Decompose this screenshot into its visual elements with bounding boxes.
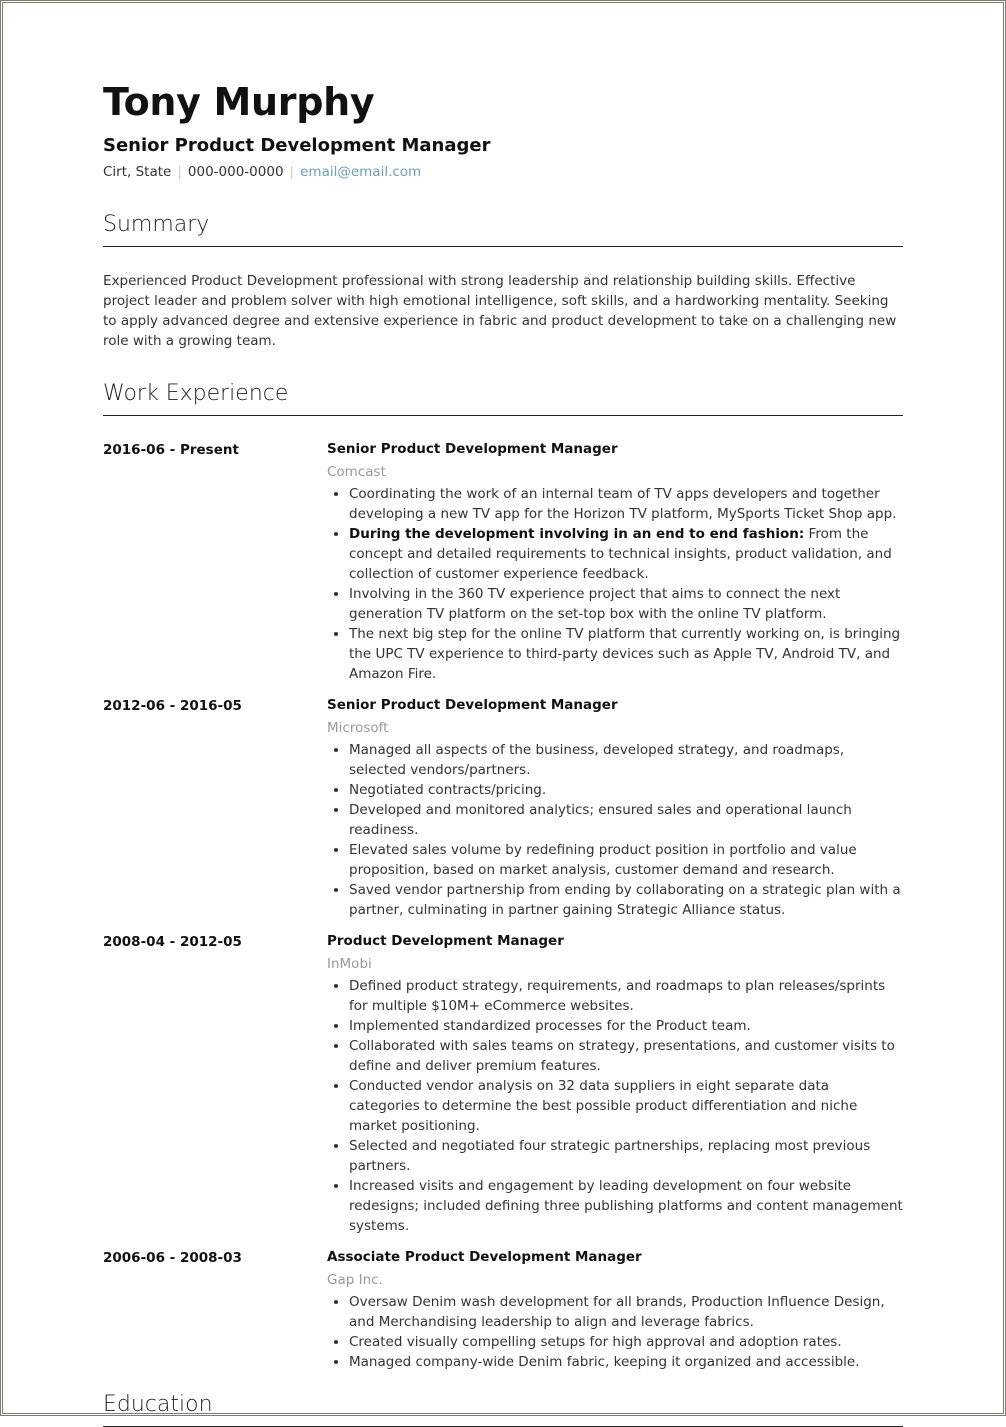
list-item xyxy=(349,1332,903,1352)
list-item xyxy=(349,1016,903,1036)
job-details xyxy=(327,1246,903,1372)
education-heading: Education xyxy=(103,1390,903,1427)
job-entry xyxy=(103,694,903,920)
separator: | xyxy=(177,164,182,180)
bullet-text: Oversaw Denim wash development for all brands, Production Influence Design, and Merchandising leadership to align and leverage fabrics. xyxy=(349,1294,885,1330)
email-link[interactable]: email@email.com xyxy=(300,164,422,180)
bullet-text: Created visually compelling setups for high approval and adoption rates. xyxy=(349,1334,842,1350)
job-bullets xyxy=(327,1292,903,1372)
job-dates: 2012-06 - 2016-05 xyxy=(103,698,242,714)
job-entry xyxy=(103,438,903,684)
job-dates: 2008-04 - 2012-05 xyxy=(103,934,242,950)
separator: | xyxy=(289,164,295,180)
job-title: Associate Product Development Manager xyxy=(327,1249,642,1265)
bullet-text: Implemented standardized processes for the Product team. xyxy=(349,1018,751,1034)
job-details xyxy=(327,694,903,920)
summary-heading: Summary xyxy=(103,210,903,247)
job-bullets xyxy=(327,484,903,684)
company-name: Gap Inc. xyxy=(327,1272,383,1288)
job-title: Senior Product Development Manager xyxy=(327,697,618,713)
bullet-text: Negotiated contracts/pricing. xyxy=(349,782,547,798)
bullet-bold: During the development involving in an end to end fashion: xyxy=(349,526,805,542)
company-name: Comcast xyxy=(327,464,386,480)
bullet-text: Managed all aspects of the business, developed strategy, and roadmaps, selected vendors/partners. xyxy=(349,742,845,778)
resume-page xyxy=(103,78,903,1427)
list-item xyxy=(349,524,903,584)
list-item xyxy=(349,1076,903,1136)
contact-line xyxy=(103,162,903,182)
summary-text: Experienced Product Development professional with strong leadership and relationship building skills. Effective project leader and problem solver with high emotional intelligence, soft skills, and a hardworking mentality. Seeking to apply advanced degree and extensive experience in fabric and product development to take on a challenging new role with a growing team. xyxy=(103,273,897,349)
list-item xyxy=(349,1036,903,1076)
list-item xyxy=(349,800,903,840)
phone: 000-000-0000 xyxy=(187,164,284,180)
bullet-text: Coordinating the work of an internal team of TV apps developers and together developing a new TV app for the Horizon TV platform, MySports Ticket Shop app. xyxy=(349,486,897,522)
bullet-text: Increased visits and engagement by leading development on four website redesigns; included defining three publishing platforms and content management systems. xyxy=(349,1178,903,1234)
list-item xyxy=(349,584,903,624)
bullet-text: Managed company-wide Denim fabric, keeping it organized and accessible. xyxy=(349,1354,860,1370)
job-dates: 2016-06 - Present xyxy=(103,442,239,458)
job-details xyxy=(327,438,903,684)
job-bullets xyxy=(327,976,903,1236)
list-item xyxy=(349,976,903,1016)
bullet-text: Involving in the 360 TV experience project that aims to connect the next generation TV platform on the set-top box with the online TV platform. xyxy=(349,586,841,622)
job-bullets xyxy=(327,740,903,920)
bullet-text: Elevated sales volume by redefining product position in portfolio and value proposition, based on market analysis, customer demand and research. xyxy=(349,842,857,878)
bullet-text: Developed and monitored analytics; ensured sales and operational launch readiness. xyxy=(349,802,852,838)
bullet-text: Selected and negotiated four strategic partnerships, replacing most previous partners. xyxy=(349,1138,871,1174)
job-dates: 2006-06 - 2008-03 xyxy=(103,1250,242,1266)
job-list xyxy=(103,438,903,1372)
company-name: Microsoft xyxy=(327,720,389,736)
list-item xyxy=(349,880,903,920)
location: Cirt, State xyxy=(103,164,172,180)
bullet-text: From the concept and detailed requirements to technical insights, product validation, and collection of customer experience feedback. xyxy=(349,526,892,582)
job-details xyxy=(327,930,903,1236)
candidate-name: Tony Murphy xyxy=(103,80,375,124)
list-item xyxy=(349,624,903,684)
job-title: Product Development Manager xyxy=(327,933,564,949)
bullet-text: Saved vendor partnership from ending by collaborating on a strategic plan with a partner, culminating in partner gaining Strategic Alliance status. xyxy=(349,882,901,918)
bullet-text: The next big step for the online TV platform that currently working on, is bringing the UPC TV experience to third-party devices such as Apple TV, Android TV, and Amazon Fire. xyxy=(349,626,901,682)
bullet-text: Conducted vendor analysis on 32 data suppliers in eight separate data categories to determine the best possible product differentiation and niche market positioning. xyxy=(349,1078,858,1134)
company-name: InMobi xyxy=(327,956,372,972)
list-item xyxy=(349,1352,903,1372)
list-item xyxy=(349,1292,903,1332)
list-item xyxy=(349,1136,903,1176)
job-entry xyxy=(103,930,903,1236)
list-item xyxy=(349,780,903,800)
job-entry xyxy=(103,1246,903,1372)
candidate-title: Senior Product Development Manager xyxy=(103,135,491,156)
work-experience-heading: Work Experience xyxy=(103,379,903,416)
list-item xyxy=(349,840,903,880)
list-item xyxy=(349,484,903,524)
bullet-text: Collaborated with sales teams on strategy, presentations, and customer visits to define and deliver premium features. xyxy=(349,1038,895,1074)
list-item xyxy=(349,1176,903,1236)
list-item xyxy=(349,740,903,780)
bullet-text: Defined product strategy, requirements, and roadmaps to plan releases/sprints for multiple $10M+ eCommerce websites. xyxy=(349,978,886,1014)
job-title: Senior Product Development Manager xyxy=(327,441,618,457)
